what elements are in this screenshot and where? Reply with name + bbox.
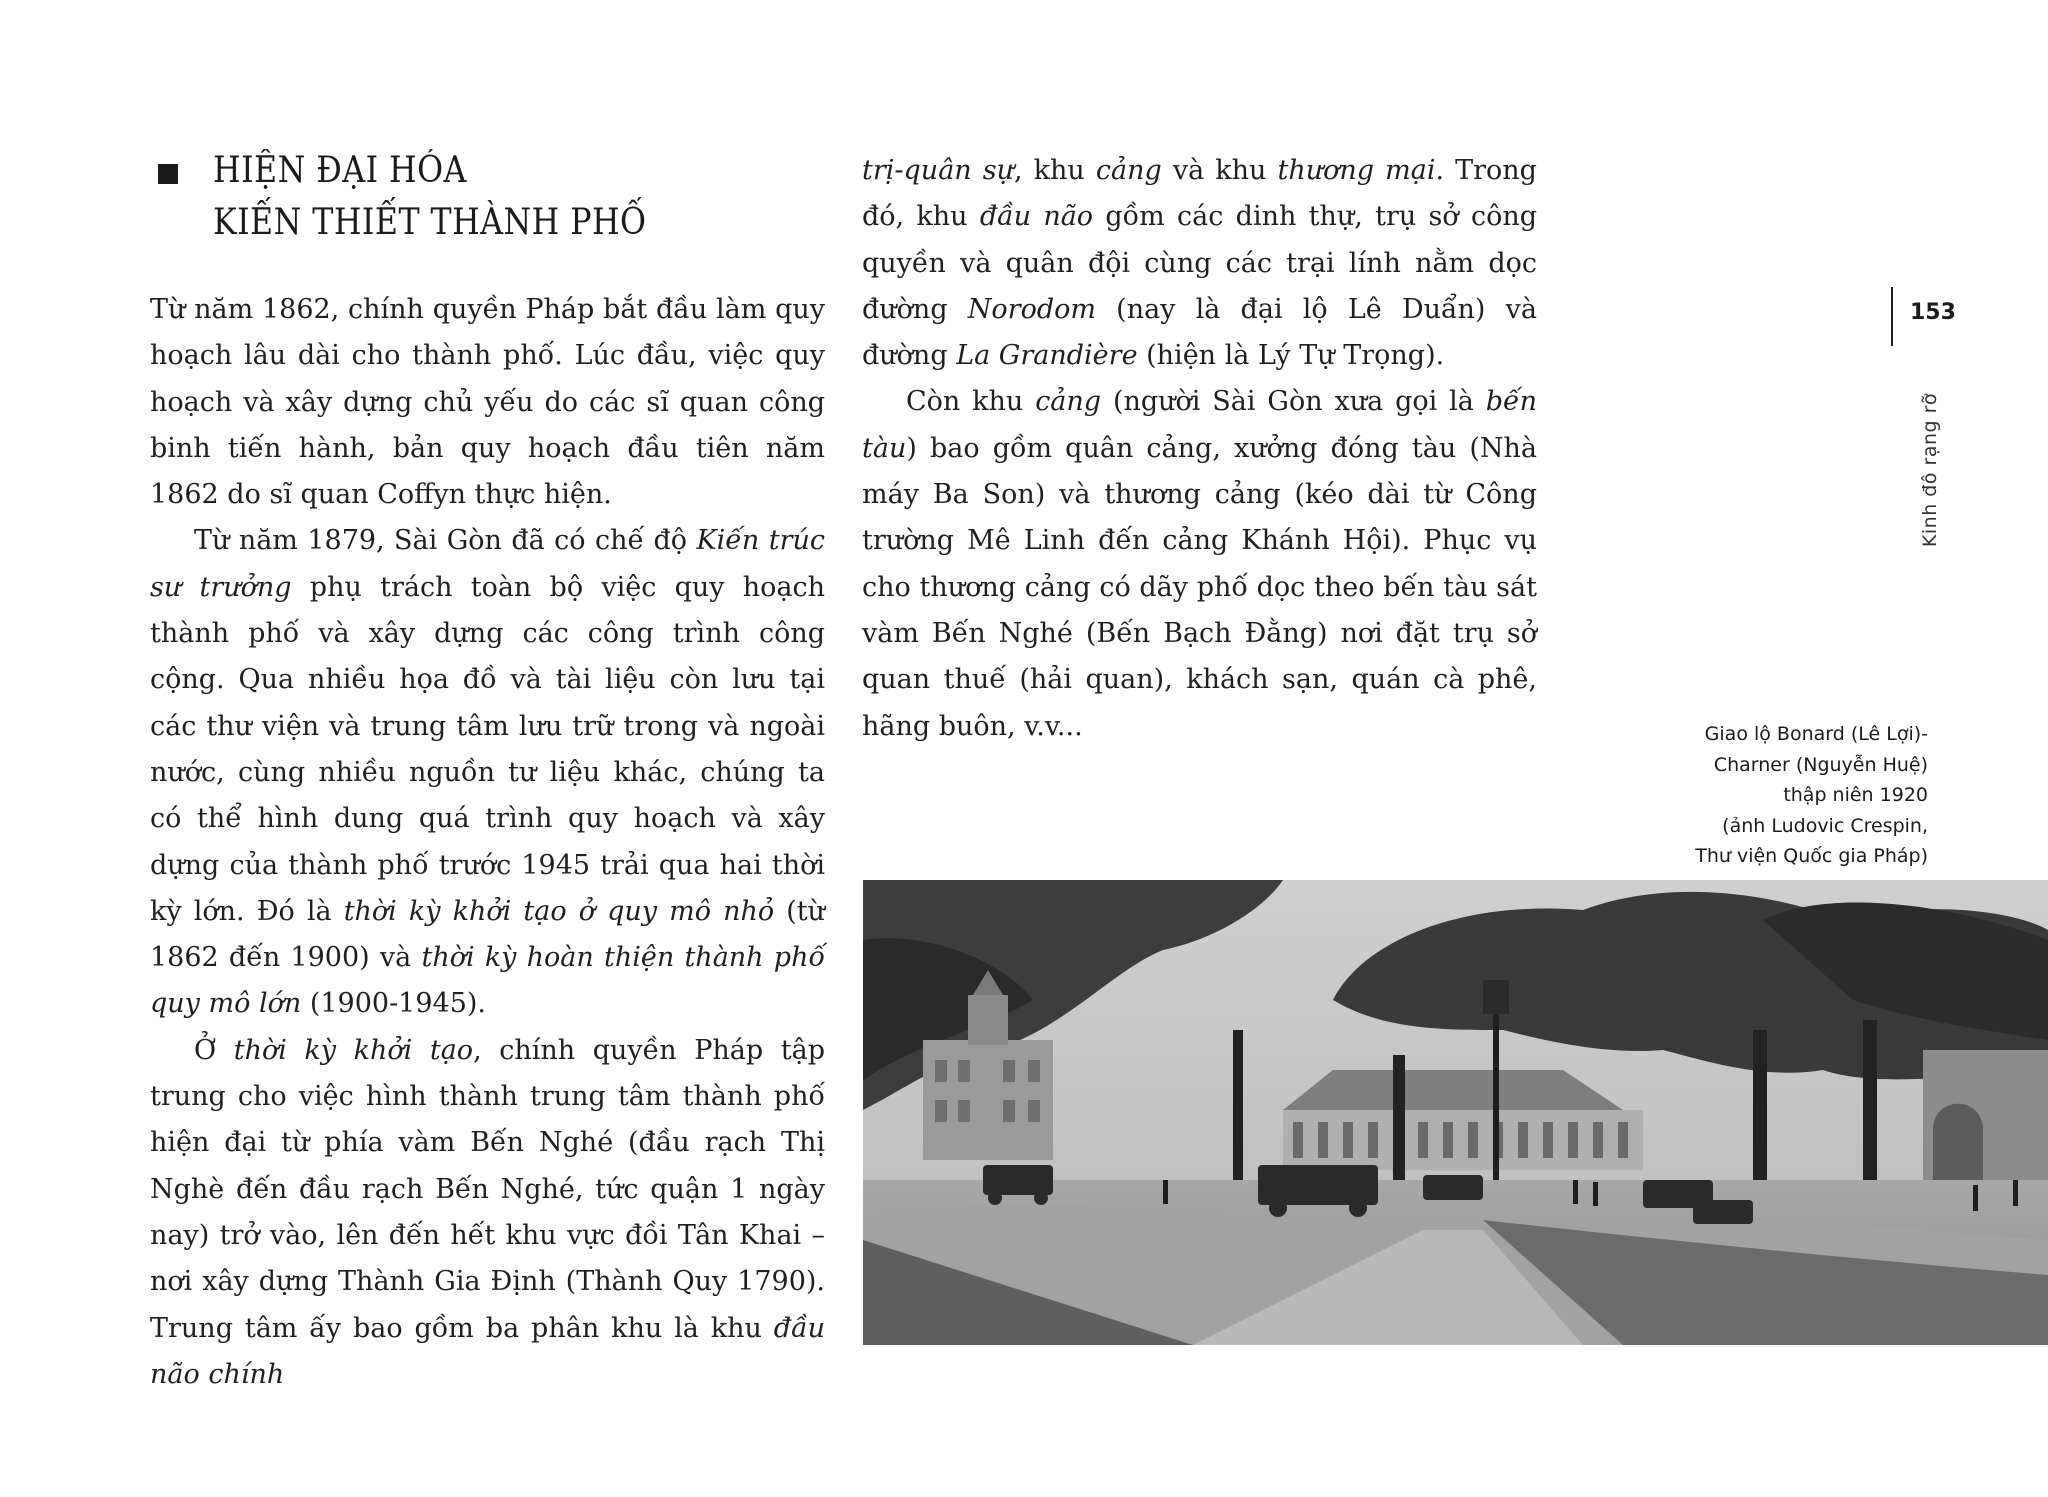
text-run: (1900-1945). xyxy=(301,988,487,1020)
text-run: , chính quyền Pháp tập trung cho việc hình thành trung tâm thành phố hiện đại từ phía vàm Bến Nghé (đầu rạch Thị Nghè đến đầu rạch Bến Nghé, tức quận 1 ngày nay) trở vào, lên đến hết khu vực đồi Tân Khai – nơi xây dựng Thành Gia Định (Thành Quy 1790). Trung tâm ấy bao gồm ba phân khu là khu xyxy=(150,1034,825,1344)
paragraph xyxy=(150,1028,825,1398)
caption-line: Thư viện Quốc gia Pháp) xyxy=(1695,845,1928,867)
italic-text: thời kỳ khởi tạo ở quy mô nhỏ xyxy=(343,895,775,927)
italic-text: cảng xyxy=(1035,386,1102,418)
left-text-column xyxy=(150,287,825,1398)
caption-line: Giao lộ Bonard (Lê Lợi)- xyxy=(1704,723,1928,745)
caption-line: thập niên 1920 xyxy=(1783,784,1928,806)
text-run: (nay là đại lộ Lê Duẩn) và đường xyxy=(862,293,1537,372)
text-run: Ở xyxy=(194,1034,234,1066)
italic-text: Norodom xyxy=(967,293,1096,325)
italic-text: thời kỳ hoàn thiện thành phố quy mô lớn xyxy=(150,942,825,1020)
text-run: Còn khu xyxy=(906,386,1036,418)
italic-text: La Grandière xyxy=(956,340,1138,372)
text-run: và khu xyxy=(1161,155,1278,186)
italic-text: đầu não chính xyxy=(150,1312,825,1390)
caption-line: Charner (Nguyễn Huệ) xyxy=(1713,753,1928,776)
running-head: Kinh đô rạng rỡ xyxy=(1919,392,1941,548)
italic-text: trị-quân sự xyxy=(862,155,1014,186)
photo-caption xyxy=(1588,719,1928,872)
paragraph: Từ năm 1862, chính quyền Pháp bắt đầu làm quy hoạch lâu dài cho thành phố. Lúc đầu, việc quy hoạch và xây dựng chủ yếu do các sĩ quan công binh tiến hành, bản quy hoạch đầu tiên năm 1862 do sĩ quan Coffyn thực hiện. xyxy=(150,294,825,511)
text-run: gồm các dinh thự, trụ sở công quyền và quân đội cùng các trại lính nằm dọc đường xyxy=(862,201,1537,325)
page-number: 153 xyxy=(1910,300,1956,325)
right-text-column xyxy=(862,148,1537,750)
italic-text: cảng xyxy=(1095,155,1162,186)
text-run: . Trong đó, khu xyxy=(862,155,1537,233)
text-run: Từ năm 1879, Sài Gòn đã có chế độ xyxy=(194,525,697,557)
page-number-rule xyxy=(1891,287,1893,346)
italic-text: bến tàu xyxy=(862,386,1537,464)
heading-line-2: KIẾN THIẾT THÀNH PHỐ xyxy=(213,202,647,243)
square-bullet-icon xyxy=(158,164,178,184)
heading-line-1: HIỆN ĐẠI HÓA xyxy=(213,150,467,191)
italic-text: đầu não xyxy=(979,201,1094,233)
street-scene-illustration xyxy=(863,880,2048,1345)
paragraph xyxy=(150,518,825,1027)
italic-text: thương mại xyxy=(1277,155,1436,186)
italic-text: Kiến trúc sư trưởng xyxy=(150,525,825,603)
italic-text: thời kỳ khởi tạo xyxy=(233,1034,474,1066)
text-run: (từ 1862 đến 1900) và xyxy=(150,895,825,974)
historic-photo xyxy=(863,880,2048,1345)
text-run: (người Sài Gòn xưa gọi là xyxy=(1101,386,1486,418)
section-heading xyxy=(155,145,855,249)
text-run: ) bao gồm quân cảng, xưởng đóng tàu (Nhà máy Ba Son) và thương cảng (kéo dài từ Công trường Mê Linh đến cảng Khánh Hội). Phục vụ cho thương cảng có dãy phố dọc theo bến tàu sát vàm Bến Nghé (Bến Bạch Đằng) nơi đặt trụ sở quan thuế (hải quan), khách sạn, quán cà phê, hãng buôn, v.v... xyxy=(862,432,1537,742)
caption-line: (ảnh Ludovic Crespin, xyxy=(1722,814,1928,837)
text-run: , khu xyxy=(1014,155,1096,186)
text-run: (hiện là Lý Tự Trọng). xyxy=(1137,340,1445,372)
paragraph xyxy=(862,148,1537,379)
text-run: phụ trách toàn bộ việc quy hoạch thành phố và xây dựng các công trình công cộng. Qua nhiều họa đồ và tài liệu còn lưu tại các thư viện và trung tâm lưu trữ trong và ngoài nước, cùng nhiều nguồn tư liệu khác, chúng ta có thể hình dung quá trình quy hoạch và xây dựng của thành phố trước 1945 trải qua hai thời kỳ lớn. Đó là xyxy=(150,571,825,927)
paragraph xyxy=(862,379,1537,749)
